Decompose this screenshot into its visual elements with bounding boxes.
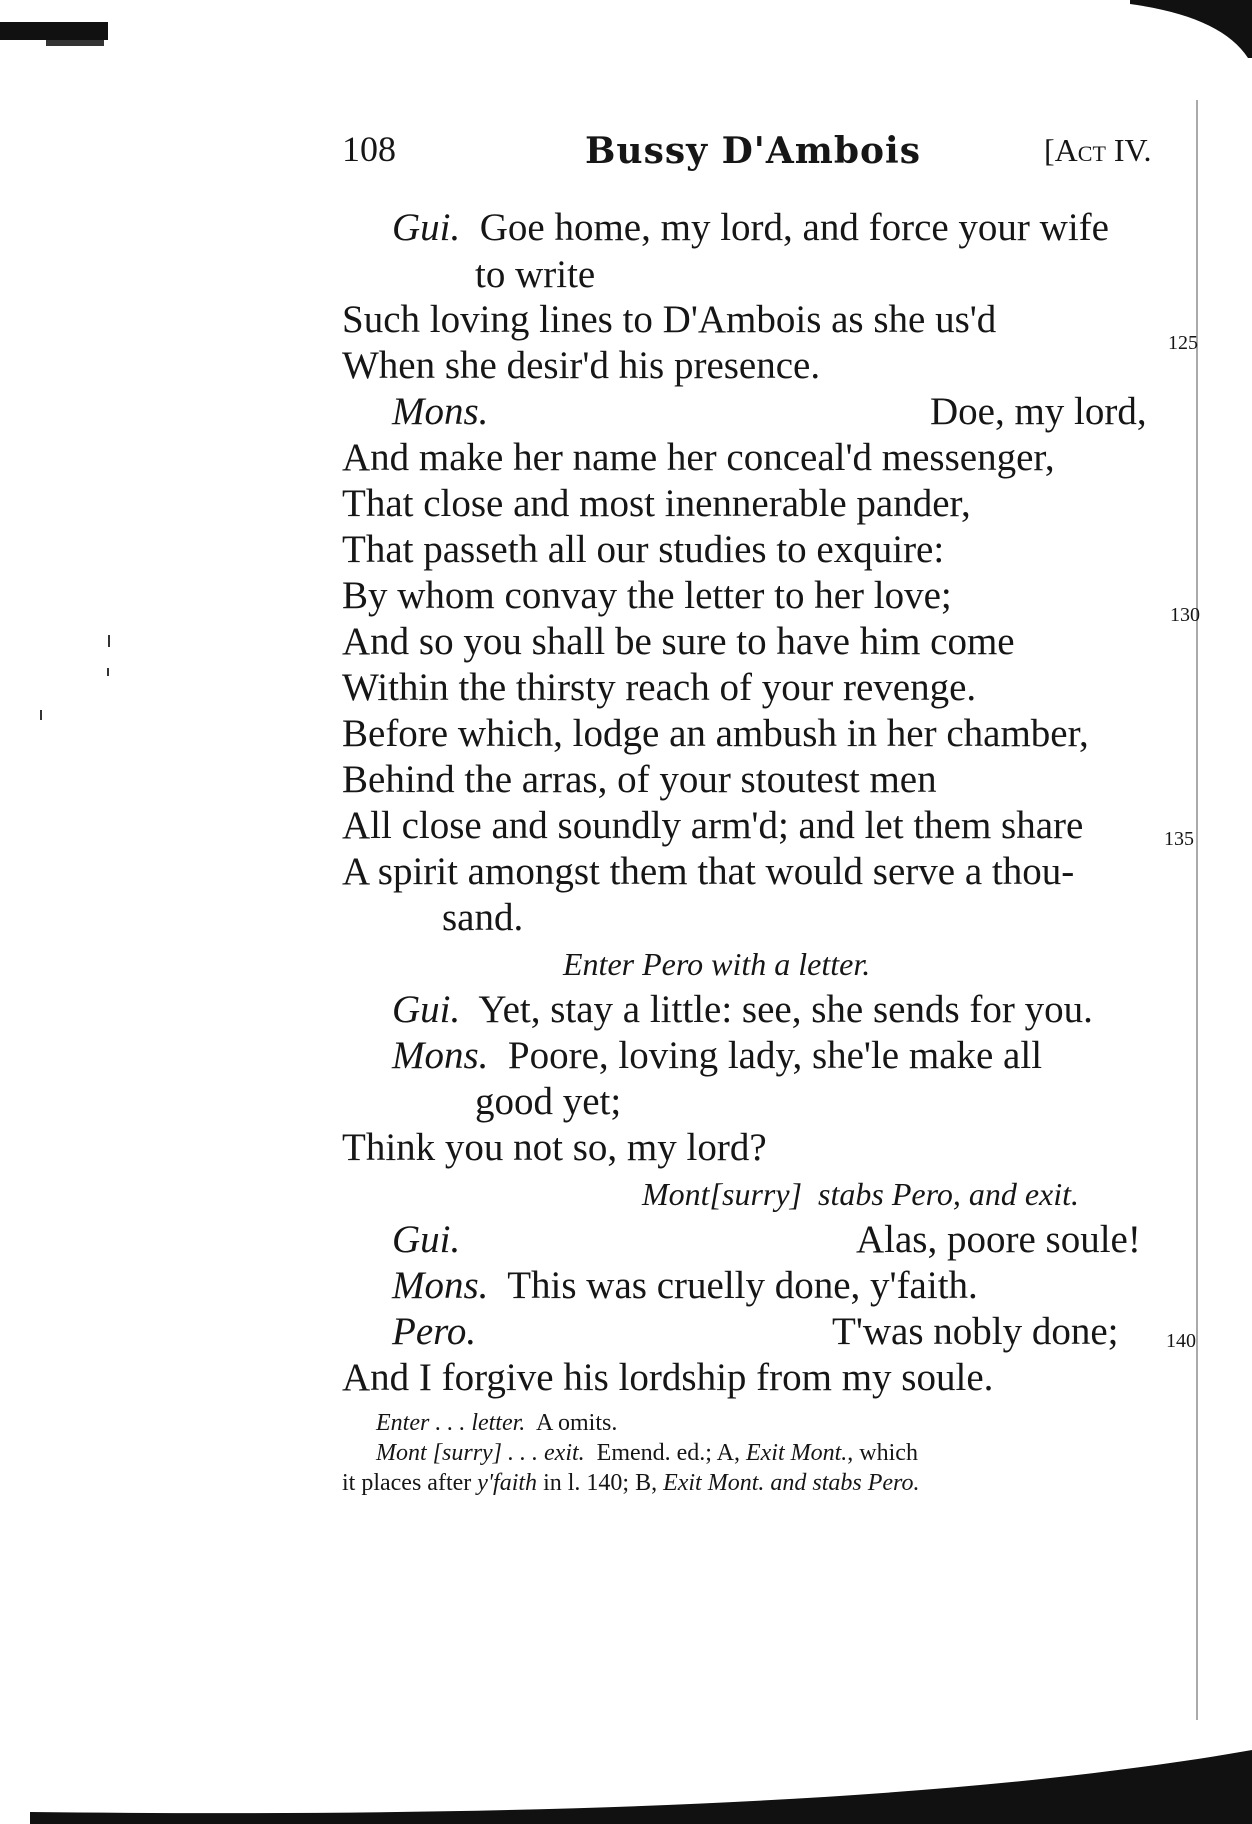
footnote-text: Exit Mont. and stabs Pero. (663, 1470, 920, 1496)
verse-text: Yet, stay a little: see, she sends for you. (478, 988, 1093, 1031)
scan-edge-bottom (0, 1720, 1252, 1824)
verse-line: All close and soundly arm'd; and let them share (342, 804, 1084, 847)
verse-text: T'was nobly done; (832, 1310, 1119, 1353)
margin-mark (107, 668, 109, 676)
verse-text: Goe home, my lord, and force your wife (479, 206, 1109, 249)
footnote-text: Exit Mont. (745, 1440, 848, 1466)
verse-line: And I forgive his lordship from my soule. (342, 1356, 994, 1399)
margin-mark (40, 710, 42, 720)
speaker-name: Gui. (392, 988, 461, 1031)
verse-line: That passeth all our studies to exquire: (342, 528, 945, 571)
verse-line: And make her name her conceal'd messenger, (342, 436, 1055, 479)
verse-text: Poore, loving lady, she'le make all (507, 1034, 1043, 1077)
verse-line: And so you shall be sure to have him come (342, 620, 1015, 663)
footnote (376, 1438, 918, 1468)
line-number: 140 (1166, 1330, 1196, 1352)
verse-line: When she desir'd his presence. (342, 344, 821, 387)
line-number: 130 (1170, 604, 1200, 626)
page-number: 108 (342, 129, 396, 169)
stage-direction (642, 1171, 1079, 1217)
footnote-text: it places after (342, 1470, 472, 1496)
verse-line: A spirit amongst them that would serve a thou- (342, 850, 1075, 893)
speaker-name: Gui. (392, 1218, 461, 1261)
verse-line: By whom convay the letter to her love; (342, 574, 952, 617)
verse-line: Think you not so, my lord? (342, 1126, 767, 1169)
footnote-text: y'faith (477, 1470, 538, 1496)
footnote-ref: . . . exit. (508, 1440, 585, 1466)
verse-line: Behind the arras, of your stoutest men (342, 758, 937, 801)
verse-line (392, 205, 1109, 251)
verse-line: Within the thirsty reach of your revenge. (342, 666, 977, 709)
verse-text: Doe, my lord, (930, 390, 1147, 433)
speaker-name: Gui. (392, 206, 461, 249)
footnote (376, 1408, 617, 1438)
stage-speaker: Mont (642, 1176, 710, 1212)
stage-text: stabs Pero, and exit. (818, 1176, 1080, 1212)
verse-line: Before which, lodge an ambush in her chamber, (342, 712, 1089, 755)
verse-text: This was cruelly done, y'faith. (507, 1264, 978, 1307)
act-label: [Act IV. (1044, 132, 1152, 168)
stage-direction: Enter Pero with a letter. (563, 946, 871, 982)
running-title: Bussy D'Ambois (585, 130, 921, 172)
stage-emendation: [surry] (709, 1176, 803, 1212)
footnote-ref: Mont (376, 1440, 427, 1466)
footnote (342, 1468, 920, 1498)
verse-line (392, 1263, 978, 1309)
scan-edge-top-right (1130, 0, 1252, 60)
footnote-ref: [surry] (432, 1440, 503, 1466)
verse-line: Such loving lines to D'Ambois as she us'd (342, 298, 997, 341)
verse-line (392, 987, 1093, 1033)
footnote-text: Emend. ed.; A, (596, 1440, 740, 1466)
scan-edge-top-left (0, 22, 108, 40)
speaker-name: Mons. (392, 390, 489, 433)
margin-mark (108, 635, 110, 647)
footnote-text: in l. 140; B, (543, 1470, 658, 1496)
verse-line (392, 1033, 1042, 1079)
verse-text: Alas, poore soule! (856, 1218, 1141, 1261)
verse-line: to write (475, 253, 596, 296)
speaker-name: Pero. (392, 1310, 477, 1353)
verse-line: sand. (442, 896, 524, 939)
verse-line: That close and most inennerable pander, (342, 482, 971, 525)
footnote-text: A omits. (536, 1410, 618, 1436)
footnote-ref: Enter . . . letter. (376, 1410, 526, 1436)
line-number: 125 (1168, 332, 1198, 354)
line-number: 135 (1164, 828, 1194, 850)
speaker-name: Mons. (392, 1264, 489, 1307)
scan-edge-top-left-2 (46, 40, 104, 46)
speaker-name: Mons. (392, 1034, 489, 1077)
footnote-text: , which (847, 1440, 918, 1466)
verse-line: good yet; (475, 1080, 622, 1123)
